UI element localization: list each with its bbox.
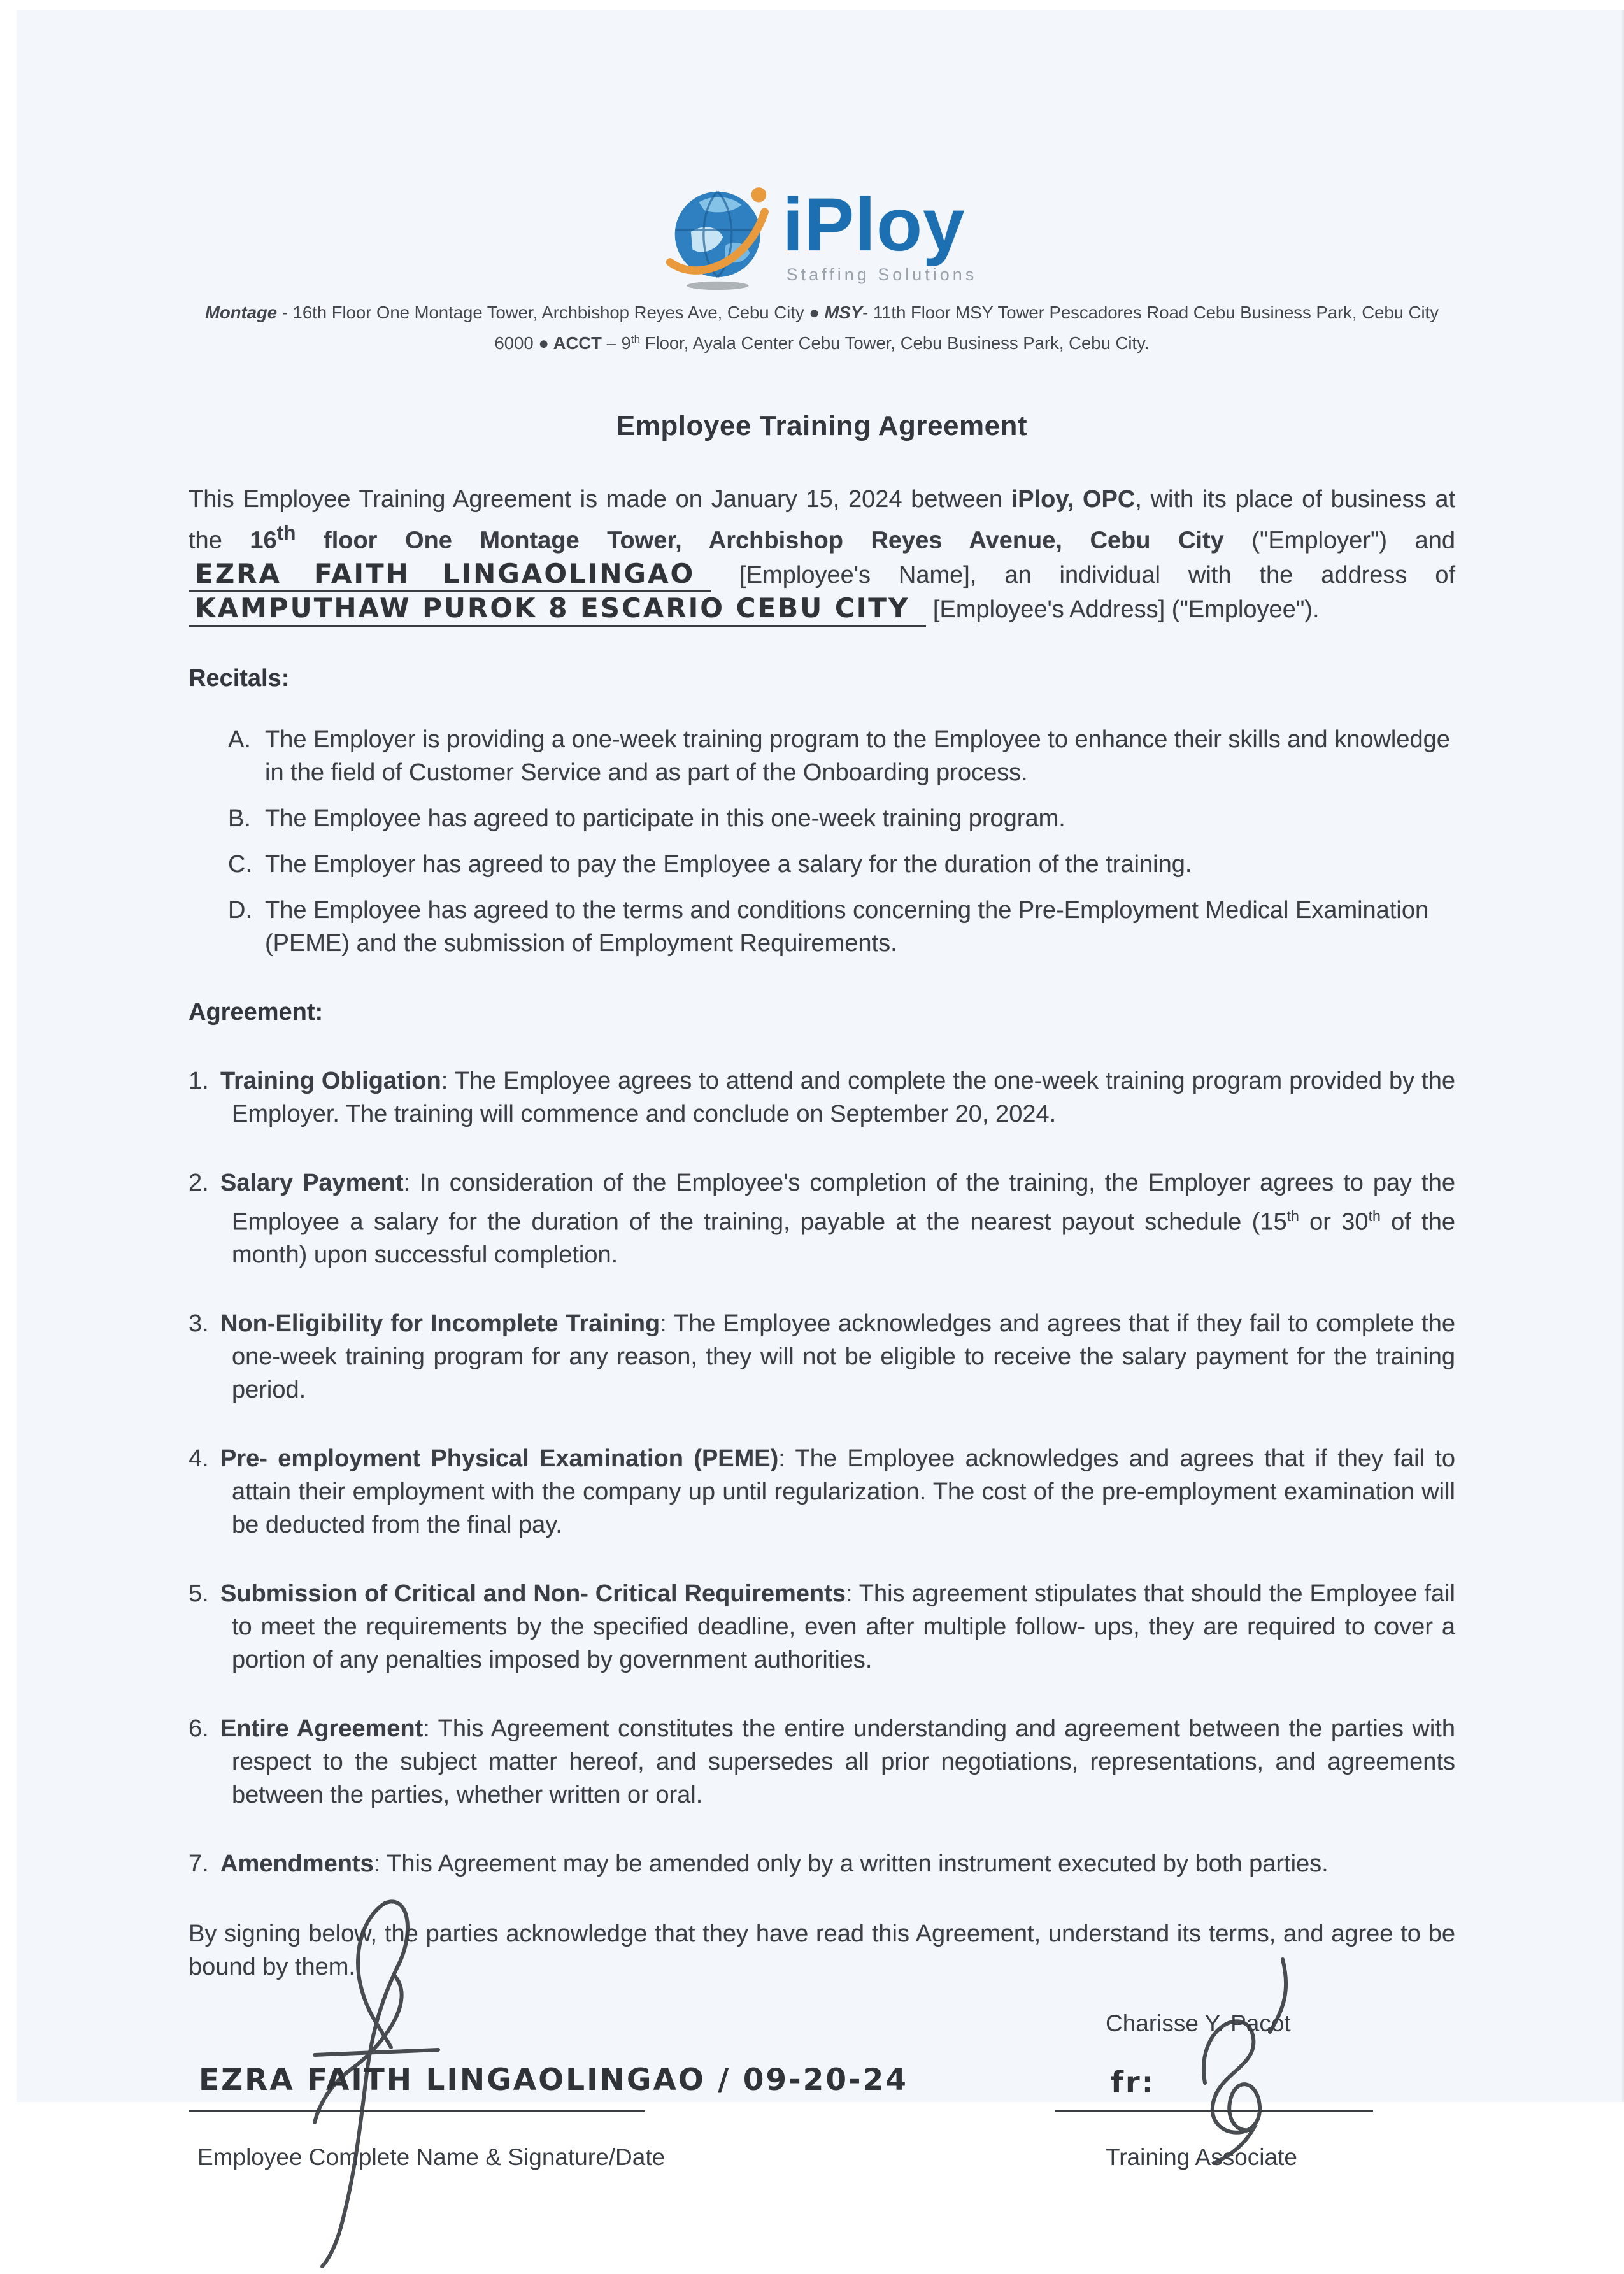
employee-signature-line-text: [199, 2063, 908, 2098]
acct-office-text-a: – 9: [601, 333, 631, 354]
trainer-signature-icon: [1182, 1956, 1335, 2166]
item-body: : This Agreement constitutes the entire understanding and agreement between the parties with respect to the subject matter hereof, and supersedes all prior negotiations, representations, and agreements between the parties, whether written or oral.: [232, 1715, 1455, 1809]
agreement-item-7: [189, 1847, 1455, 1880]
ordinal-superscript: th: [630, 333, 641, 345]
company-name: iPloy, OPC: [1011, 486, 1136, 513]
recital-text: The Employer has agreed to pay the Employee a salary for the duration of the training.: [265, 850, 1192, 878]
trainer-signature-line: [1055, 2110, 1373, 2112]
item-number: 1.: [189, 1067, 209, 1094]
intro-text: This Employee Training Agreement is made on January 15, 2024 between: [189, 486, 1011, 513]
address-line-1: [189, 299, 1455, 326]
separator-slash: /: [705, 2063, 743, 2098]
intro-text: [Employee's Name], an individual with the address of: [711, 561, 1456, 589]
item-body: : The Employee acknowledges and agrees that if they fail to attain their employment with the company up until regularization. The cost of the pre-employment examination will be deducted from the final pay.: [232, 1445, 1455, 1539]
item-label: Non-Eligibility for Incomplete Training: [220, 1310, 660, 1338]
recital-letter: C.: [228, 850, 252, 878]
bullet-separator: ●: [809, 303, 820, 322]
agreement-item-5: [189, 1577, 1455, 1677]
item-label: Pre- employment Physical Examination (PEME): [220, 1445, 779, 1473]
acct-office-label: ACCT: [548, 333, 602, 354]
trainer-signature-label: Training Associate: [1106, 2144, 1297, 2171]
ordinal-superscript: th: [276, 521, 296, 545]
agreement-item-6: [189, 1712, 1455, 1812]
recital-item: [228, 723, 1455, 789]
employer-address-bold: floor One Montage Tower, Archbishop Reyes Avenue, Cebu City: [296, 527, 1224, 554]
item-label: Training Obligation: [220, 1067, 441, 1094]
employee-signature-label: Employee Complete Name & Signature/Date: [197, 2144, 666, 2171]
address-line-2: [189, 326, 1455, 357]
recital-letter: A.: [228, 726, 251, 753]
item-label: Entire Agreement: [220, 1715, 424, 1743]
intro-text: ("Employer") and: [1223, 527, 1456, 554]
company-logo: [189, 181, 1455, 290]
employer-address-bold: 16: [250, 527, 277, 554]
agreement-item-2: [189, 1166, 1455, 1272]
recital-text: The Employer is providing a one-week training program to the Employee to enhance their skills and knowledge in the field of Customer Service and as part of the Onboarding process.: [265, 726, 1450, 786]
agreement-item-4: [189, 1442, 1455, 1541]
item-body: : The Employee agrees to attend and complete the one-week training program provided by the Employer. The training will commence and conclude on September 20, 2024.: [232, 1067, 1455, 1127]
item-number: 2.: [189, 1169, 209, 1196]
paper-background: [17, 10, 1624, 2171]
item-number: 6.: [189, 1715, 209, 1743]
intro-text: [Employee's Address] ("Employee").: [926, 596, 1320, 623]
document-title: Employee Training Agreement: [616, 410, 1028, 442]
item-body: : The Employee acknowledges and agrees that if they fail to complete the one-week training program for any reason, they will not be eligible to receive the salary payment for the training period.: [232, 1310, 1455, 1404]
item-label: Submission of Critical and Non- Critical Requirements: [220, 1580, 846, 1608]
trainer-fr-mark: fr:: [1111, 2065, 1156, 2100]
item-label: Salary Payment: [220, 1169, 404, 1196]
logo-text: [782, 182, 978, 285]
item-body: : In consideration of the Employee's completion of the training, the Employer agrees to pay the Employee a salary for the duration of the training, payable at the nearest payout schedule (15: [232, 1169, 1455, 1236]
company-addresses: [189, 299, 1455, 357]
item-body: : This Agreement may be amended only by a written instrument executed by both parties.: [373, 1850, 1328, 1878]
trainer-printed-name: Charisse Y. Pacot: [1106, 2010, 1291, 2037]
employee-name-handwritten: EZRA FAITH LINGAOLINGAO: [189, 558, 711, 592]
zip-code: 6000: [494, 333, 539, 354]
recitals-heading: Recitals:: [189, 664, 290, 692]
intro-text: , with its place of business at the: [189, 486, 1456, 554]
closing-paragraph: By signing below, the parties acknowledge that they have read this Agreement, understand its terms, and agree to be bound by them.: [189, 1920, 1455, 1981]
item-label: Amendments: [220, 1850, 374, 1878]
item-number: 4.: [189, 1445, 209, 1473]
brand-name: iPloy: [782, 182, 965, 267]
recital-letter: B.: [228, 804, 251, 832]
agreement-item-3: [189, 1307, 1455, 1406]
recital-item: [228, 894, 1455, 960]
recitals-list: [228, 723, 1455, 960]
globe-swoosh-icon: [667, 181, 774, 290]
msy-office-text: - 11th Floor MSY Tower Pescadores Road Cebu Business Park, Cebu City: [862, 303, 1439, 322]
item-body: or 30: [1299, 1208, 1369, 1236]
employee-handwritten-name: EZRA FAITH LINGAOLINGAO: [199, 2063, 706, 2098]
recital-text: The Employee has agreed to the terms and conditions concerning the Pre-Employment Medical Examination (PEME) and the submission of Employment Requirements.: [265, 896, 1429, 957]
acct-office-text-b: Floor, Ayala Center Cebu Tower, Cebu Business Park, Cebu City.: [640, 333, 1150, 354]
item-number: 5.: [189, 1580, 209, 1608]
brand-tagline: Staffing Solutions: [786, 264, 978, 284]
bullet-separator: ●: [538, 333, 549, 354]
recital-text: The Employee has agreed to participate in this one-week training program.: [265, 804, 1065, 832]
handwritten-date: 09-20-24: [743, 2063, 908, 2098]
recital-item: [228, 848, 1455, 881]
msy-office-label: MSY: [819, 303, 863, 322]
agreement-item-1: [189, 1064, 1455, 1131]
item-body: of the month) upon successful completion.: [232, 1208, 1455, 1269]
item-number: 7.: [189, 1850, 209, 1878]
intro-paragraph: [189, 483, 1455, 626]
item-number: 3.: [189, 1310, 209, 1338]
recital-item: [228, 802, 1455, 835]
agreement-heading: Agreement:: [189, 998, 324, 1026]
document-content: [189, 10, 1455, 2204]
item-body: : This agreement stipulates that should the Employee fail to meet the requirements by the specified deadline, even after multiple follow- ups, they are required to cover a portion of any penalties imposed by government authorities.: [232, 1580, 1455, 1674]
ordinal-superscript: th: [1368, 1207, 1381, 1224]
employee-address-handwritten: KAMPUTHAW PUROK 8 ESCARIO CEBU CITY: [189, 592, 926, 627]
recital-letter: D.: [228, 896, 252, 924]
montage-office-label: Montage: [205, 303, 278, 322]
montage-office-text: - 16th Floor One Montage Tower, Archbishop Reyes Ave, Cebu City: [277, 303, 809, 322]
signature-block: [189, 2010, 1455, 2204]
ordinal-superscript: th: [1286, 1207, 1299, 1224]
employee-signature-line: [189, 2110, 645, 2112]
